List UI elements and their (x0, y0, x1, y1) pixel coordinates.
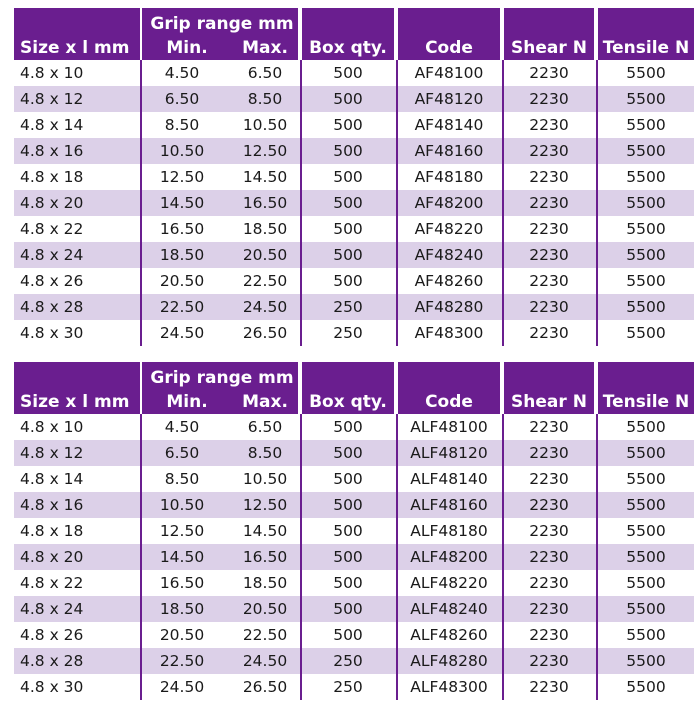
header-tensile-label: Tensile N (602, 392, 690, 412)
cell-grip-max: 24.50 (242, 298, 288, 316)
cell-code: AF48100 (414, 64, 484, 82)
cell-size: 4.8 x 22 (20, 574, 84, 592)
cell-grip-max: 10.50 (242, 116, 288, 134)
cell-size: 4.8 x 28 (20, 298, 84, 316)
cell-box-qty: 500 (333, 600, 363, 618)
header-size-label: Size x l mm (20, 392, 130, 412)
header-code (398, 362, 500, 414)
cell-grip-min: 16.50 (159, 220, 205, 238)
cell-shear: 2230 (529, 64, 569, 82)
cell-grip-max: 20.50 (242, 246, 288, 264)
cell-grip-max: 10.50 (242, 470, 288, 488)
header-code-label: Code (425, 392, 473, 412)
header-grip-range: Grip range mm (150, 368, 294, 388)
cell-size: 4.8 x 30 (20, 678, 84, 696)
column-divider (502, 60, 504, 346)
cell-code: AF48280 (414, 298, 484, 316)
cell-shear: 2230 (529, 142, 569, 160)
cell-box-qty: 500 (333, 168, 363, 186)
cell-code: AF48300 (414, 324, 484, 342)
cell-tensile: 5500 (626, 116, 666, 134)
cell-tensile: 5500 (626, 470, 666, 488)
header-grip-range: Grip range mm (150, 14, 294, 34)
table-row (14, 60, 694, 86)
table-row (14, 112, 694, 138)
header-size (14, 362, 140, 414)
cell-box-qty: 500 (333, 116, 363, 134)
cell-grip-min: 24.50 (159, 678, 205, 696)
cell-code: AF48160 (414, 142, 484, 160)
cell-grip-max: 18.50 (242, 220, 288, 238)
cell-size: 4.8 x 14 (20, 116, 84, 134)
column-divider (300, 414, 302, 700)
header-size (14, 8, 140, 60)
cell-box-qty: 500 (333, 496, 363, 514)
cell-grip-max: 14.50 (242, 522, 288, 540)
cell-box-qty: 500 (333, 220, 363, 238)
cell-code: ALF48200 (410, 548, 488, 566)
column-divider (596, 60, 598, 346)
cell-grip-max: 26.50 (242, 678, 288, 696)
cell-tensile: 5500 (626, 418, 666, 436)
header-min-label: Min. (166, 392, 208, 412)
cell-size: 4.8 x 26 (20, 272, 84, 290)
table-row (14, 648, 694, 674)
cell-grip-min: 18.50 (159, 600, 205, 618)
header-max-label: Max. (242, 38, 288, 58)
cell-tensile: 5500 (626, 678, 666, 696)
header-tensile-label: Tensile N (602, 38, 690, 58)
cell-grip-min: 20.50 (159, 626, 205, 644)
header-box-label: Box qty. (309, 38, 387, 58)
cell-shear: 2230 (529, 194, 569, 212)
header-max-label: Max. (242, 392, 288, 412)
header-box-label: Box qty. (309, 392, 387, 412)
cell-shear: 2230 (529, 220, 569, 238)
cell-code: AF48200 (414, 194, 484, 212)
header-box-qty (302, 8, 394, 60)
cell-box-qty: 500 (333, 626, 363, 644)
cell-tensile: 5500 (626, 64, 666, 82)
table-row (14, 138, 694, 164)
table-row (14, 320, 694, 346)
cell-tensile: 5500 (626, 548, 666, 566)
cell-code: AF48220 (414, 220, 484, 238)
header-min-label: Min. (166, 38, 208, 58)
cell-grip-max: 8.50 (247, 444, 283, 462)
header-code (398, 8, 500, 60)
column-divider (300, 60, 302, 346)
header-shear (504, 8, 594, 60)
cell-code: ALF48300 (410, 678, 488, 696)
table-row (14, 518, 694, 544)
cell-box-qty: 500 (333, 246, 363, 264)
cell-size: 4.8 x 16 (20, 142, 84, 160)
cell-box-qty: 250 (333, 324, 363, 342)
cell-shear: 2230 (529, 90, 569, 108)
cell-box-qty: 500 (333, 548, 363, 566)
cell-grip-min: 22.50 (159, 298, 205, 316)
cell-shear: 2230 (529, 168, 569, 186)
cell-shear: 2230 (529, 678, 569, 696)
cell-size: 4.8 x 14 (20, 470, 84, 488)
table-row (14, 466, 694, 492)
cell-tensile: 5500 (626, 142, 666, 160)
cell-shear: 2230 (529, 444, 569, 462)
table-body (14, 414, 694, 700)
table-header (14, 362, 694, 414)
cell-tensile: 5500 (626, 194, 666, 212)
cell-shear: 2230 (529, 496, 569, 514)
cell-size: 4.8 x 12 (20, 444, 84, 462)
cell-grip-min: 6.50 (164, 444, 200, 462)
cell-shear: 2230 (529, 246, 569, 264)
cell-grip-max: 14.50 (242, 168, 288, 186)
cell-size: 4.8 x 10 (20, 418, 84, 436)
table-row (14, 294, 694, 320)
cell-shear: 2230 (529, 600, 569, 618)
cell-size: 4.8 x 26 (20, 626, 84, 644)
cell-grip-min: 24.50 (159, 324, 205, 342)
table-row (14, 544, 694, 570)
cell-shear: 2230 (529, 626, 569, 644)
cell-grip-min: 8.50 (164, 470, 200, 488)
cell-shear: 2230 (529, 652, 569, 670)
cell-size: 4.8 x 10 (20, 64, 84, 82)
table-row (14, 164, 694, 190)
cell-grip-max: 24.50 (242, 652, 288, 670)
cell-code: ALF48140 (410, 470, 488, 488)
cell-box-qty: 500 (333, 142, 363, 160)
table-row (14, 492, 694, 518)
cell-grip-max: 16.50 (242, 548, 288, 566)
cell-shear: 2230 (529, 298, 569, 316)
cell-box-qty: 250 (333, 298, 363, 316)
cell-grip-max: 18.50 (242, 574, 288, 592)
column-divider (140, 414, 142, 700)
cell-grip-max: 20.50 (242, 600, 288, 618)
table-row (14, 622, 694, 648)
table-body (14, 60, 694, 346)
table-row (14, 440, 694, 466)
cell-grip-min: 14.50 (159, 548, 205, 566)
cell-shear: 2230 (529, 324, 569, 342)
cell-code: ALF48280 (410, 652, 488, 670)
cell-box-qty: 500 (333, 90, 363, 108)
cell-code: AF48260 (414, 272, 484, 290)
cell-code: ALF48120 (410, 444, 488, 462)
cell-size: 4.8 x 24 (20, 600, 84, 618)
cell-box-qty: 500 (333, 444, 363, 462)
cell-size: 4.8 x 30 (20, 324, 84, 342)
cell-box-qty: 250 (333, 678, 363, 696)
cell-size: 4.8 x 18 (20, 168, 84, 186)
cell-tensile: 5500 (626, 246, 666, 264)
table-row (14, 414, 694, 440)
cell-tensile: 5500 (626, 90, 666, 108)
cell-grip-min: 18.50 (159, 246, 205, 264)
cell-tensile: 5500 (626, 272, 666, 290)
cell-box-qty: 250 (333, 652, 363, 670)
cell-size: 4.8 x 20 (20, 548, 84, 566)
cell-grip-min: 10.50 (159, 496, 205, 514)
cell-size: 4.8 x 20 (20, 194, 84, 212)
cell-box-qty: 500 (333, 418, 363, 436)
cell-grip-min: 12.50 (159, 168, 205, 186)
cell-box-qty: 500 (333, 470, 363, 488)
column-divider (140, 60, 142, 346)
cell-code: AF48120 (414, 90, 484, 108)
cell-tensile: 5500 (626, 324, 666, 342)
cell-shear: 2230 (529, 470, 569, 488)
cell-size: 4.8 x 16 (20, 496, 84, 514)
cell-code: ALF48180 (410, 522, 488, 540)
cell-box-qty: 500 (333, 64, 363, 82)
cell-tensile: 5500 (626, 574, 666, 592)
column-divider (502, 414, 504, 700)
table-row (14, 674, 694, 700)
cell-shear: 2230 (529, 548, 569, 566)
table-row (14, 268, 694, 294)
cell-code: ALF48220 (410, 574, 488, 592)
table-header (14, 8, 694, 60)
rivet-spec-table-af (14, 8, 694, 346)
cell-box-qty: 500 (333, 574, 363, 592)
header-tensile (598, 8, 694, 60)
cell-code: AF48240 (414, 246, 484, 264)
cell-code: ALF48160 (410, 496, 488, 514)
cell-shear: 2230 (529, 418, 569, 436)
header-size-label: Size x l mm (20, 38, 130, 58)
cell-shear: 2230 (529, 522, 569, 540)
cell-grip-min: 4.50 (164, 418, 200, 436)
table-row (14, 596, 694, 622)
cell-size: 4.8 x 28 (20, 652, 84, 670)
cell-size: 4.8 x 18 (20, 522, 84, 540)
cell-box-qty: 500 (333, 272, 363, 290)
header-code-label: Code (425, 38, 473, 58)
cell-shear: 2230 (529, 272, 569, 290)
cell-grip-max: 12.50 (242, 496, 288, 514)
cell-grip-min: 10.50 (159, 142, 205, 160)
rivet-spec-table-alf (14, 362, 694, 700)
column-divider (596, 414, 598, 700)
cell-shear: 2230 (529, 116, 569, 134)
cell-tensile: 5500 (626, 522, 666, 540)
cell-box-qty: 500 (333, 522, 363, 540)
cell-code: ALF48260 (410, 626, 488, 644)
cell-code: AF48180 (414, 168, 484, 186)
cell-grip-max: 16.50 (242, 194, 288, 212)
cell-tensile: 5500 (626, 652, 666, 670)
header-shear-label: Shear N (511, 392, 587, 412)
cell-tensile: 5500 (626, 444, 666, 462)
cell-grip-min: 16.50 (159, 574, 205, 592)
header-tensile (598, 362, 694, 414)
cell-grip-min: 8.50 (164, 116, 200, 134)
cell-code: ALF48240 (410, 600, 488, 618)
cell-grip-max: 6.50 (247, 64, 283, 82)
header-shear-label: Shear N (511, 38, 587, 58)
table-row (14, 242, 694, 268)
table-row (14, 216, 694, 242)
cell-shear: 2230 (529, 574, 569, 592)
cell-tensile: 5500 (626, 220, 666, 238)
column-divider (396, 60, 398, 346)
cell-grip-max: 12.50 (242, 142, 288, 160)
cell-grip-max: 22.50 (242, 272, 288, 290)
table-row (14, 190, 694, 216)
cell-grip-min: 14.50 (159, 194, 205, 212)
cell-tensile: 5500 (626, 298, 666, 316)
cell-tensile: 5500 (626, 600, 666, 618)
cell-size: 4.8 x 12 (20, 90, 84, 108)
cell-grip-max: 8.50 (247, 90, 283, 108)
cell-code: ALF48100 (410, 418, 488, 436)
header-shear (504, 362, 594, 414)
header-box-qty (302, 362, 394, 414)
cell-size: 4.8 x 24 (20, 246, 84, 264)
table-row (14, 570, 694, 596)
cell-grip-max: 6.50 (247, 418, 283, 436)
cell-size: 4.8 x 22 (20, 220, 84, 238)
cell-box-qty: 500 (333, 194, 363, 212)
cell-grip-min: 20.50 (159, 272, 205, 290)
cell-grip-min: 22.50 (159, 652, 205, 670)
cell-grip-min: 12.50 (159, 522, 205, 540)
cell-grip-min: 4.50 (164, 64, 200, 82)
cell-grip-max: 22.50 (242, 626, 288, 644)
cell-tensile: 5500 (626, 496, 666, 514)
cell-code: AF48140 (414, 116, 484, 134)
table-row (14, 86, 694, 112)
cell-grip-min: 6.50 (164, 90, 200, 108)
cell-tensile: 5500 (626, 626, 666, 644)
column-divider (396, 414, 398, 700)
cell-tensile: 5500 (626, 168, 666, 186)
cell-grip-max: 26.50 (242, 324, 288, 342)
